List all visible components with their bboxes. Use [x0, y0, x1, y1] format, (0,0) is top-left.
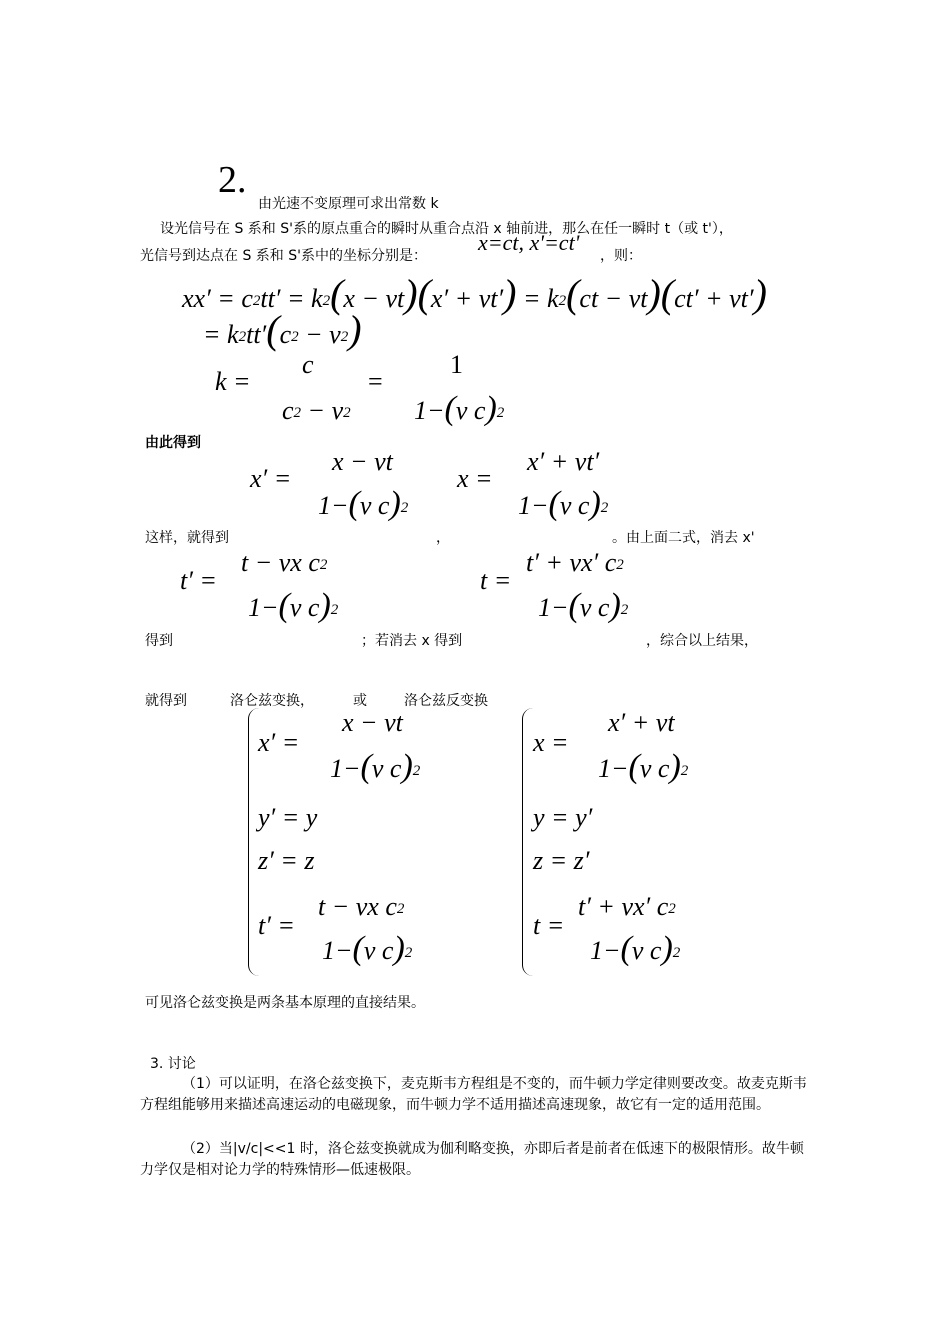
equals-sign: =: [368, 367, 383, 396]
or-label: 或: [353, 693, 367, 709]
x-denominator: 1−(v c)2: [518, 485, 609, 522]
thus-label: 这样，就得到: [145, 530, 229, 546]
discussion-heading: 3. 讨论: [150, 1056, 196, 1072]
equation-tt-prime: = k2tt′(c2 − v2): [203, 307, 362, 352]
sys2-z: z = z′: [533, 846, 590, 875]
sys2-x-denominator: 1−(v c)2: [598, 748, 689, 785]
equation-xx-prime: xx′ = c2tt′ = k2(x − vt)(x′ + vt′) = k2(ct − vt)(ct′ + vt′): [182, 271, 767, 316]
k-rhs-numerator: 1: [450, 350, 463, 379]
sys1-z: z′ = z: [258, 846, 315, 875]
combine-text: ，综合以上结果，: [646, 633, 758, 649]
derived-label: 由此得到: [145, 435, 201, 451]
sys1-t-prime-denominator: 1−(v c)2: [322, 930, 413, 967]
t-prime-denominator: 1−(v c)2: [248, 587, 339, 624]
get-label: 得到: [145, 633, 173, 649]
section-number: 2.: [218, 159, 247, 201]
sys2-x-numerator: x′ + vt: [608, 708, 675, 737]
x-prime-denominator: 1−(v c)2: [318, 485, 409, 522]
x-prime-numerator: x − vt: [332, 447, 393, 476]
x-prime-lhs: x′ =: [250, 464, 292, 493]
sys1-t-prime-numerator: t − vx c2: [318, 892, 405, 921]
heading: 由光速不变原理可求出常数 k: [258, 196, 439, 212]
eliminate-text: 。由上面二式，消去 x': [612, 530, 755, 546]
t-prime-numerator: t − vx c2: [241, 548, 328, 577]
sys1-t-prime-lhs: t′ =: [258, 911, 295, 940]
k-rhs-denominator: 1−(v c)2: [414, 390, 505, 427]
eliminate-x-text: ；若消去 x 得到: [361, 633, 463, 649]
t-numerator: t′ + vx′ c2: [526, 548, 624, 577]
inverse-transform-label: 洛仑兹反变换: [404, 693, 488, 709]
inline-equation: x=ct, x'=ct': [478, 230, 580, 255]
sys2-y: y = y′: [533, 803, 593, 832]
x-lhs: x =: [457, 464, 493, 493]
lorentz-intro: 就得到: [145, 693, 187, 709]
sys1-x-prime-numerator: x − vt: [342, 708, 403, 737]
discussion-paragraph-1: （1）可以证明，在洛仑兹变换下，麦克斯韦方程组是不变的，而牛顿力学定律则要改变。故麦克斯韦方程组能够用来描述高速运动的电磁现象，而牛顿力学不适用描述高速现象，故它有一定的适用范围。: [140, 1076, 807, 1113]
sys2-t-denominator: 1−(v c)2: [590, 930, 681, 967]
para1-line1: 设光信号在 S 系和 S'系的原点重合的瞬时从重合点沿 x 轴前进，那么在任一瞬时 t（或 t'），: [160, 221, 733, 237]
para1-line2-b: ，则：: [600, 248, 642, 264]
discussion-paragraph-2: （2）当|v/c|<<1 时，洛仑兹变换就成为伽利略变换，亦即后者是前者在低速下的极限情形。故牛顿力学仅是相对论力学的特殊情形—低速极限。: [140, 1141, 804, 1178]
right-brace: [522, 708, 533, 976]
lorentz-transform-label: 洛仑兹变换，: [230, 693, 314, 709]
t-denominator: 1−(v c)2: [538, 587, 629, 624]
sys2-t-lhs: t =: [533, 911, 565, 940]
t-lhs: t =: [480, 566, 512, 595]
t-prime-lhs: t′ =: [180, 566, 217, 595]
para1-line2-a: 光信号到达点在 S 系和 S'系中的坐标分别是：: [140, 248, 427, 264]
sys1-y: y′ = y: [258, 803, 318, 832]
sys1-x-prime-denominator: 1−(v c)2: [330, 748, 421, 785]
k-denominator: c2 − v2: [282, 396, 351, 425]
x-numerator: x′ + vt′: [527, 447, 600, 476]
sys2-t-numerator: t′ + vx′ c2: [578, 892, 676, 921]
sys2-x-lhs: x =: [533, 728, 569, 757]
conclusion: 可见洛仑兹变换是两条基本原理的直接结果。: [145, 995, 425, 1011]
sys1-x-prime-lhs: x′ =: [258, 728, 300, 757]
k-numerator: c: [302, 350, 314, 379]
comma: ，: [436, 530, 450, 546]
k-lhs: k =: [215, 367, 251, 396]
